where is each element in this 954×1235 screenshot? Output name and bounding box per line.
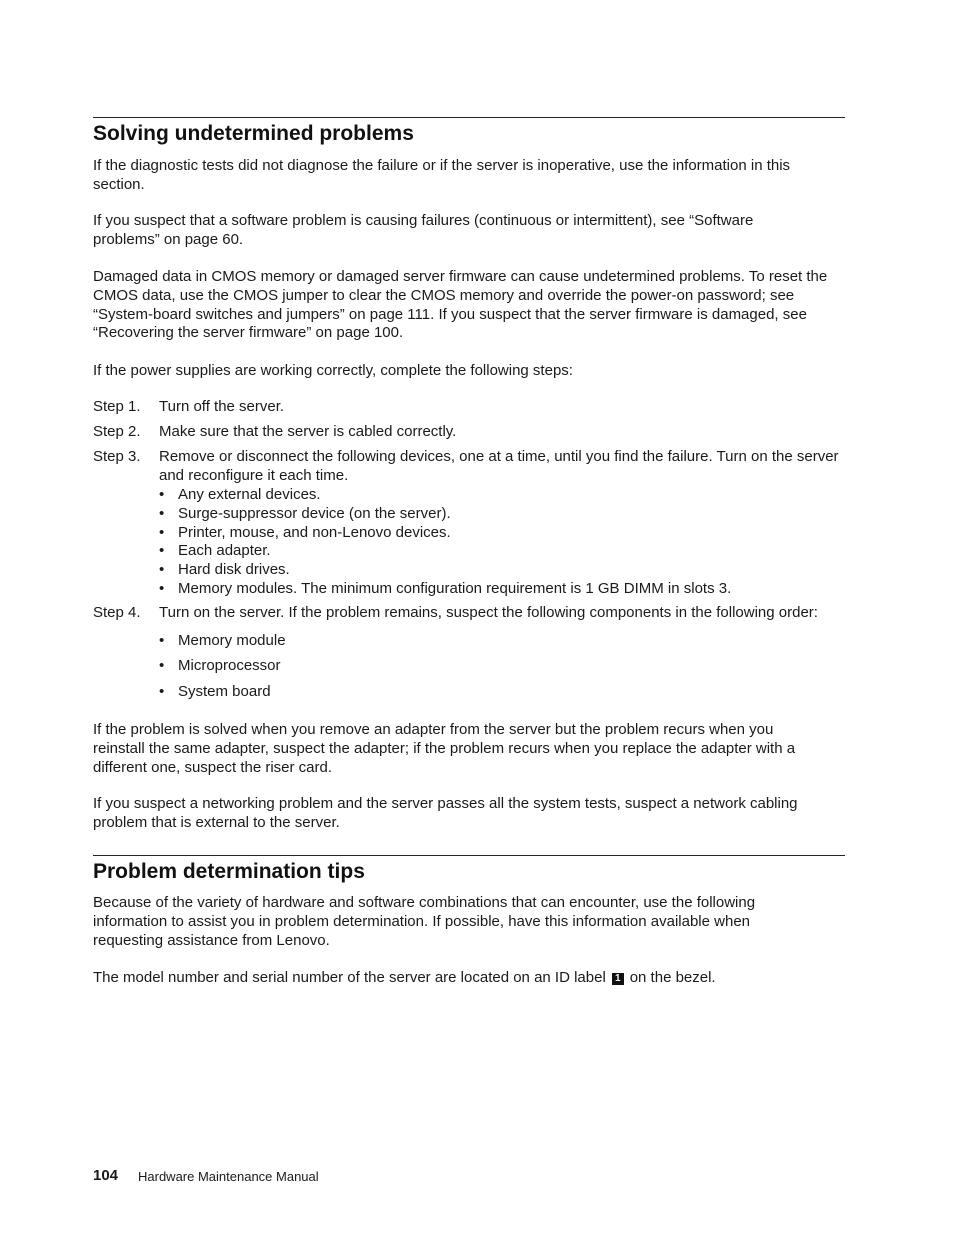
list-item: • Microprocessor <box>159 657 281 675</box>
paragraph: If the diagnostic tests did not diagnose the failure or if the server is inoperative, use the information in this section. <box>93 157 791 193</box>
step-text: Turn on the server. If the problem remains, suspect the following components in the following order: <box>159 604 818 621</box>
paragraph: If the power supplies are working correctly, complete the following steps: <box>93 362 573 379</box>
step-text: Make sure that the server is cabled correctly. <box>159 423 457 440</box>
paragraph: Damaged data in CMOS memory or damaged server firmware can cause undetermined problems. To reset the CMOS data, use the CMOS jumper to clear the CMOS memory and override the power-on password; see “System-board switches and jumpers” on page 111. If you suspect that the server firmware is damaged, see “Recovering the server firmware” on page 100. <box>93 268 828 342</box>
step-label: Step 3. <box>93 448 141 465</box>
paragraph: If you suspect a networking problem and the server passes all the system tests, suspect a network cabling problem that is external to the server. <box>93 795 798 831</box>
paragraph: If the problem is solved when you remove an adapter from the server but the problem recurs when you reinstall the same adapter, suspect the adapter; if the problem recurs when you replace the adapter with a different one, suspect the riser card. <box>93 721 796 776</box>
step-text: Remove or disconnect the following devices, one at a time, until you find the failure. Turn on the server and reconfigure it each time. <box>159 448 839 484</box>
section-rule <box>93 117 845 118</box>
section-heading-undetermined: Solving undetermined problems <box>93 122 414 145</box>
paragraph: Because of the variety of hardware and software combinations that can encounter, use the following information to assist you in problem determination. If possible, have this information available when requesting assistance from Lenovo. <box>93 894 756 949</box>
callout-badge: 1 <box>612 973 624 985</box>
list-item: • Memory modules. The minimum configuration requirement is 1 GB DIMM in slots 3. <box>159 579 732 597</box>
list-item: • Memory module <box>159 632 286 649</box>
manual-title: Hardware Maintenance Manual <box>138 1169 319 1184</box>
section-heading-tips: Problem determination tips <box>93 860 365 883</box>
list-item: • Surge-suppressor device (on the server). <box>159 504 451 522</box>
list-item: • Printer, mouse, and non-Lenovo devices. <box>159 523 451 541</box>
list-item: • Hard disk drives. <box>159 561 290 579</box>
page-number: 104 <box>93 1167 119 1184</box>
step-label: Step 4. <box>93 604 141 621</box>
list-item: • System board <box>159 682 271 700</box>
step-label: Step 1. <box>93 398 141 415</box>
step-label: Step 2. <box>93 423 141 440</box>
section-rule <box>93 855 845 856</box>
list-item: • Any external devices. <box>159 486 321 503</box>
step-text: Turn off the server. <box>159 398 285 415</box>
paragraph-id-label: The model number and serial number of the server are located on an ID label 1 on the bezel. <box>93 969 716 986</box>
component-list <box>159 632 849 708</box>
paragraph: If you suspect that a software problem is causing failures (continuous or intermittent), see “Software problems” on page 60. <box>93 212 754 248</box>
list-item: • Each adapter. <box>159 542 271 560</box>
device-list <box>159 486 849 599</box>
